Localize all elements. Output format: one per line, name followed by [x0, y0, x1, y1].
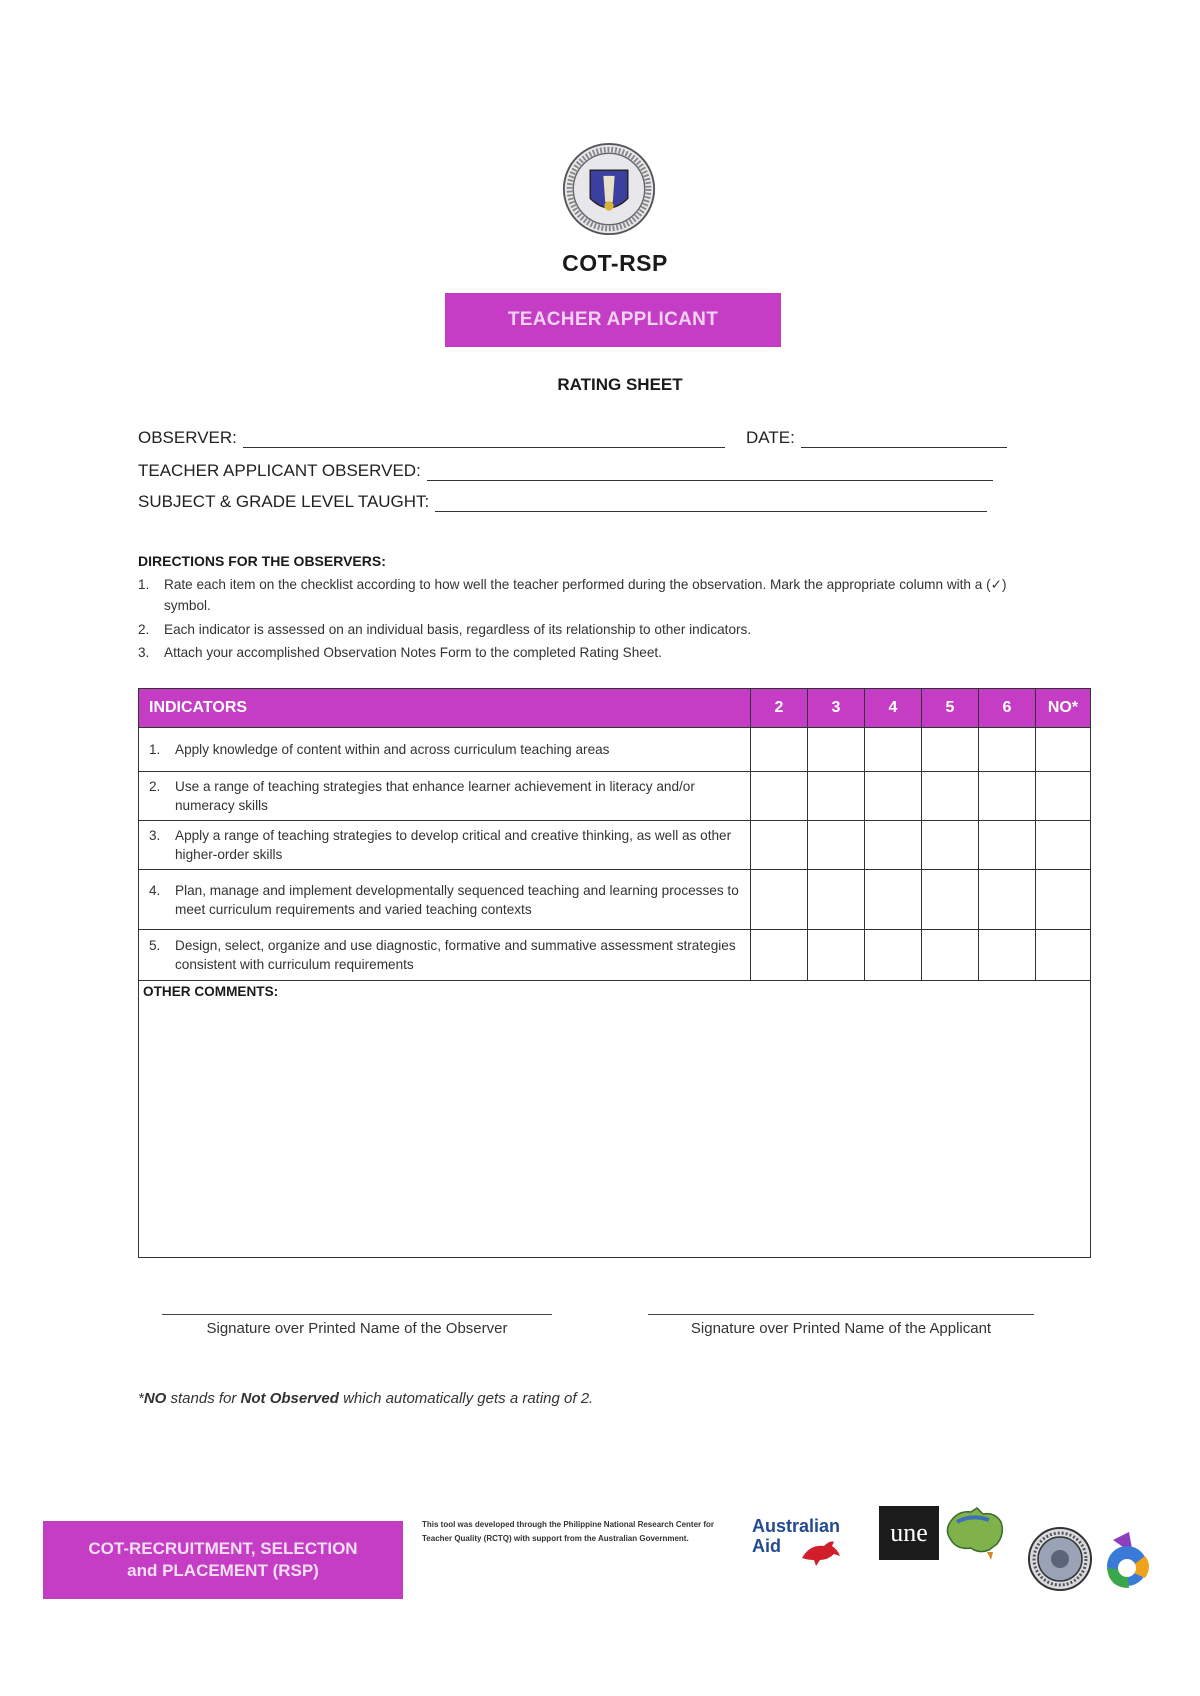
rating-cell[interactable] [865, 772, 922, 821]
observer-signature-label: Signature over Printed Name of the Observer [206, 1320, 508, 1337]
rating-cell[interactable] [865, 821, 922, 870]
rating-cell[interactable] [1036, 728, 1091, 772]
other-comments-label: OTHER COMMENTS: [143, 984, 279, 999]
rating-column-header: 3 [808, 689, 865, 728]
rating-cell[interactable] [922, 772, 979, 821]
direction-item: 2. Each indicator is assessed on an individual basis, regardless of its relationship to other indicators. [138, 622, 752, 637]
rating-cell[interactable] [865, 930, 922, 981]
rating-cell[interactable] [808, 728, 865, 772]
teacher-applicant-input-line[interactable] [427, 466, 993, 481]
directions-heading: DIRECTIONS FOR THE OBSERVERS: [138, 553, 386, 569]
subject-grade-input-line[interactable] [435, 497, 987, 512]
rating-cell[interactable] [979, 930, 1036, 981]
rating-cell[interactable] [979, 821, 1036, 870]
table-row [139, 930, 1091, 981]
indicator-cell: 4. Plan, manage and implement developmentally sequenced teaching and learning processes to meet curriculum requirements and varied teaching contexts [139, 870, 751, 930]
not-observed-footnote: *NO stands for Not Observed which automatically gets a rating of 2. [138, 1390, 594, 1407]
table-row [139, 728, 1091, 772]
rating-cell[interactable] [865, 870, 922, 930]
rctq-seal-icon [1027, 1526, 1093, 1592]
rating-cell[interactable] [808, 772, 865, 821]
rating-cell[interactable] [808, 870, 865, 930]
observer-signature-line[interactable] [162, 1314, 552, 1315]
rating-sheet-subtitle: RATING SHEET [557, 375, 683, 394]
subject-grade-field[interactable] [138, 492, 987, 512]
teacher-applicant-banner: TEACHER APPLICANT [445, 293, 781, 347]
direction-item: 3. Attach your accomplished Observation Notes Form to the completed Rating Sheet. [138, 645, 662, 660]
rating-cell[interactable] [979, 870, 1036, 930]
rating-cell[interactable] [751, 870, 808, 930]
rating-cell[interactable] [1036, 870, 1091, 930]
indicator-cell: 5. Design, select, organize and use diagnostic, formative and summative assessment strategies consistent with curriculum requirements [139, 930, 751, 981]
rating-cell[interactable] [979, 728, 1036, 772]
date-field[interactable] [746, 428, 1007, 448]
subject-grade-label: SUBJECT & GRADE LEVEL TAUGHT: [138, 492, 430, 511]
applicant-signature-label: Signature over Printed Name of the Applicant [690, 1320, 992, 1337]
rating-cell[interactable] [922, 870, 979, 930]
teacher-applicant-field[interactable] [138, 461, 993, 481]
indicator-cell: 1. Apply knowledge of content within and across curriculum teaching areas [139, 728, 751, 772]
table-row [139, 821, 1091, 870]
rating-cell[interactable] [751, 821, 808, 870]
rating-cell[interactable] [751, 728, 808, 772]
australia-map-logo-icon [943, 1504, 1007, 1562]
australian-aid-logo: Australian Aid [752, 1516, 860, 1572]
rating-cell[interactable] [922, 930, 979, 981]
rating-cell[interactable] [1036, 821, 1091, 870]
partner-logo-icon [1093, 1530, 1157, 1592]
kangaroo-icon [800, 1538, 844, 1566]
rating-cell[interactable] [1036, 930, 1091, 981]
indicator-cell: 2. Use a range of teaching strategies that enhance learner achievement in literacy and/or numeracy skills [139, 772, 751, 821]
comments-row [139, 981, 1091, 1258]
observer-input-line[interactable] [243, 433, 725, 448]
rating-cell[interactable] [922, 728, 979, 772]
indicator-cell: 3. Apply a range of teaching strategies to develop critical and creative thinking, as well as other higher-order skills [139, 821, 751, 870]
table-row [139, 772, 1091, 821]
rating-cell[interactable] [808, 930, 865, 981]
rating-table [138, 688, 1091, 1258]
direction-item: 1. Rate each item on the checklist according to how well the teacher performed during the observation. Mark the appropriate column with a (✓) symbol. [138, 577, 1007, 613]
rating-column-header: 4 [865, 689, 922, 728]
rating-cell[interactable] [1036, 772, 1091, 821]
rating-column-header: 2 [751, 689, 808, 728]
rating-cell[interactable] [979, 772, 1036, 821]
date-input-line[interactable] [801, 433, 1007, 448]
observer-field[interactable] [138, 428, 725, 448]
rating-column-header: 5 [922, 689, 979, 728]
not-observed-column-header: NO* [1036, 689, 1091, 728]
rating-cell[interactable] [751, 930, 808, 981]
date-label: DATE: [746, 428, 795, 447]
applicant-signature-line[interactable] [648, 1314, 1034, 1315]
rating-cell[interactable] [865, 728, 922, 772]
footer-development-note: This tool was developed through the Philippine National Research Center for Teacher Quality (RCTQ) with support from the Australian Government. [422, 1520, 715, 1543]
rating-cell[interactable] [751, 772, 808, 821]
teacher-applicant-label: TEACHER APPLICANT OBSERVED: [138, 461, 421, 480]
indicators-header: INDICATORS [139, 689, 751, 728]
table-header-row [139, 689, 1091, 728]
rating-cell[interactable] [808, 821, 865, 870]
rating-column-header: 6 [979, 689, 1036, 728]
deped-seal-icon [562, 142, 656, 236]
other-comments-box[interactable] [139, 981, 1091, 1258]
rating-cell[interactable] [922, 821, 979, 870]
observer-label: OBSERVER: [138, 428, 237, 447]
cot-rsp-footer-badge: COT-RECRUITMENT, SELECTION and PLACEMENT (RSP) [43, 1521, 403, 1599]
table-row [139, 870, 1091, 930]
une-logo: une [879, 1506, 939, 1560]
document-title: COT-RSP [562, 250, 668, 276]
